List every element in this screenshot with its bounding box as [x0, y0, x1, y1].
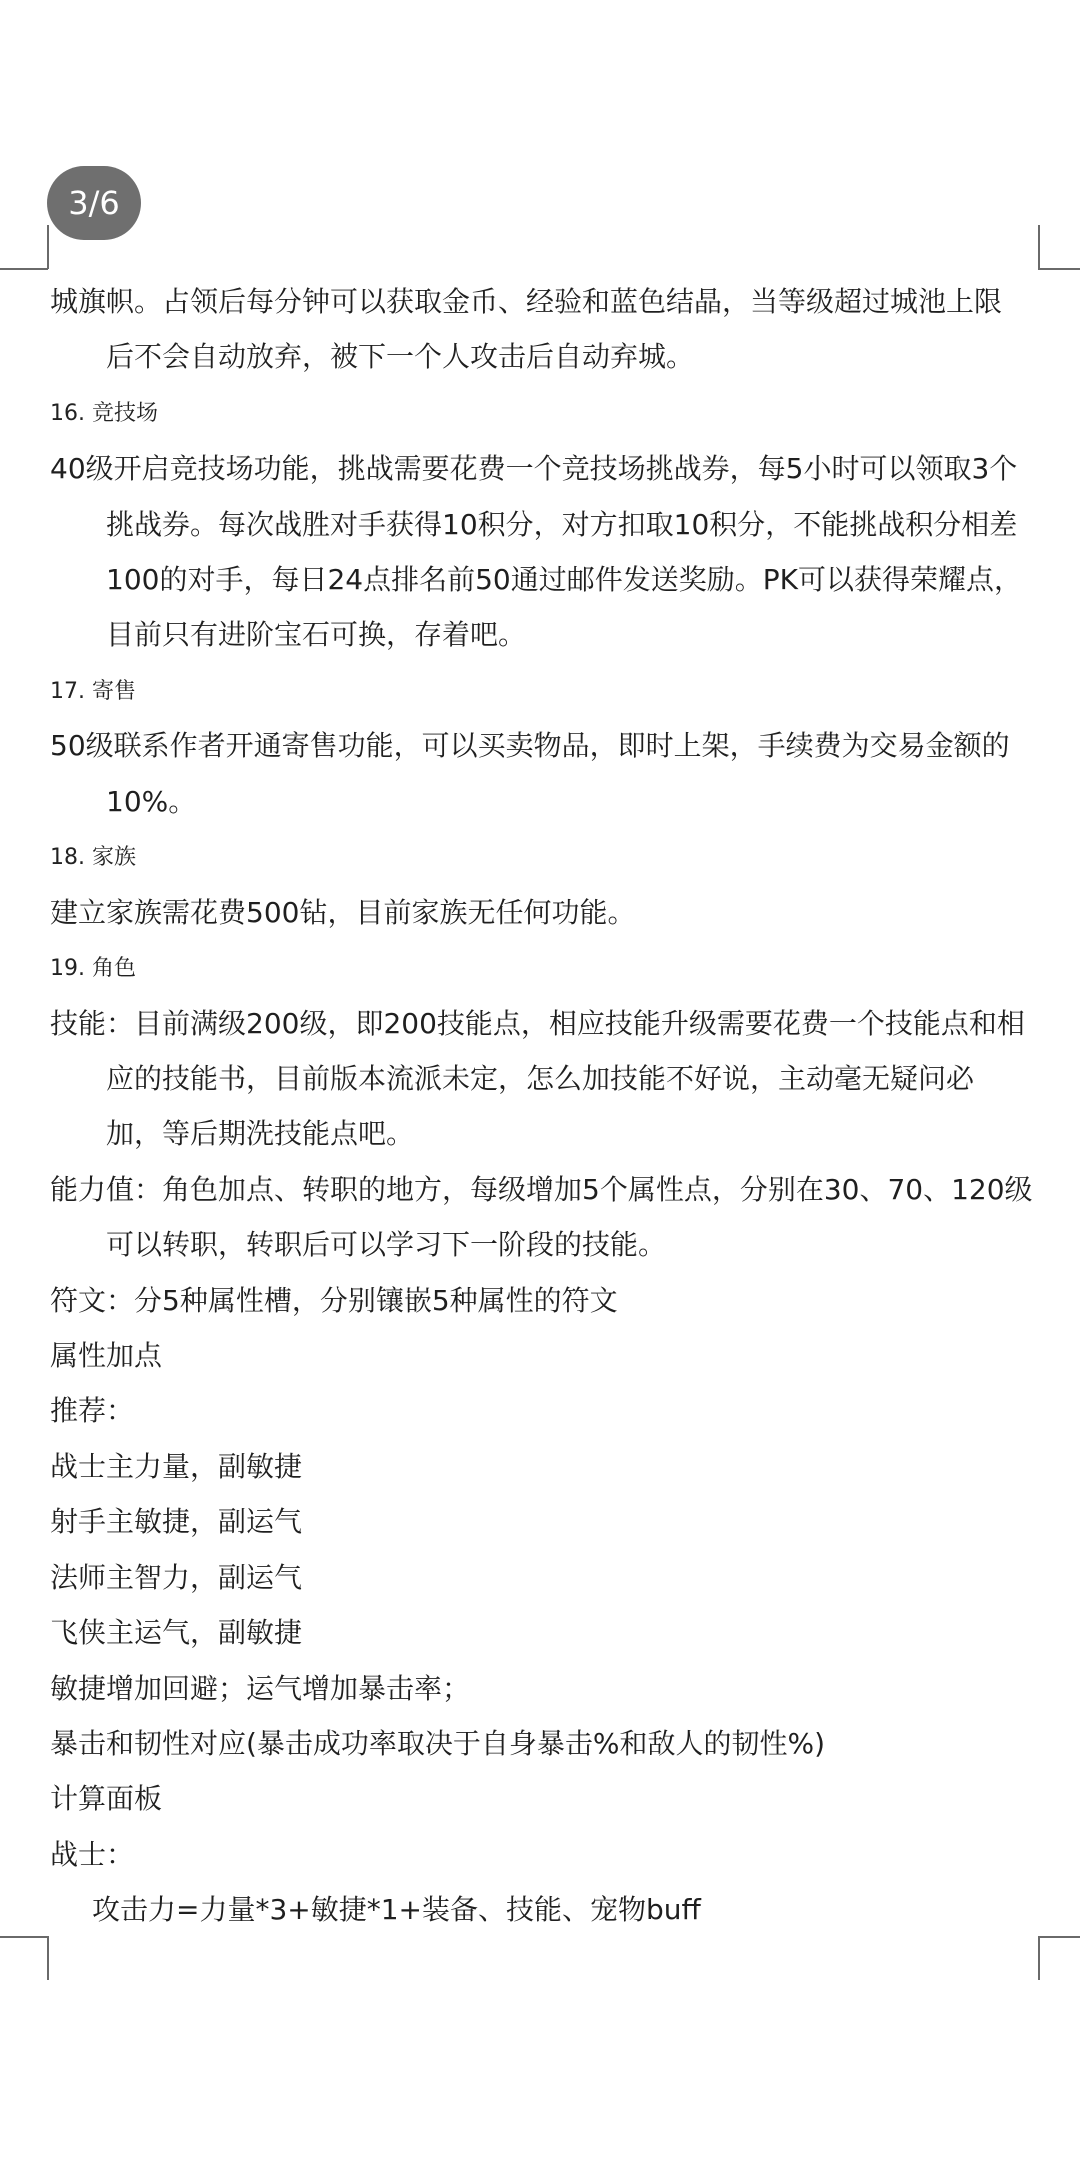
crop-mark-top-right-h	[1038, 268, 1080, 270]
section-heading-19: 19. 角色	[50, 956, 136, 981]
paragraph-recommend: 推荐：	[50, 1394, 135, 1427]
paragraph-archer: 射手主敏捷，副运气	[50, 1505, 303, 1538]
crop-mark-top-left-v	[47, 225, 49, 269]
crop-mark-top-right-v	[1038, 225, 1040, 269]
paragraph-ability-line-2: 可以转职，转职后可以学习下一阶段的技能。	[106, 1228, 667, 1261]
page-indicator: 3/6	[47, 166, 141, 240]
paragraph-ability-line-1: 能力值：角色加点、转职的地方，每级增加5个属性点，分别在30、70、120级	[50, 1173, 1033, 1206]
paragraph-warrior-label: 战士：	[50, 1838, 135, 1871]
paragraph-arena-line-2: 挑战券。每次战胜对手获得10积分，对方扣取10积分，不能挑战积分相差	[106, 508, 1018, 541]
paragraph-castle-line-2: 后不会自动放弃，被下一个人攻击后自动弃城。	[106, 340, 695, 373]
paragraph-mage: 法师主智力，副运气	[50, 1561, 303, 1594]
paragraph-rune: 符文：分5种属性槽，分别镶嵌5种属性的符文	[50, 1284, 618, 1317]
crop-mark-bottom-right-h	[1038, 1936, 1080, 1938]
paragraph-skill-line-2: 应的技能书，目前版本流派未定，怎么加技能不好说，主动毫无疑问必	[106, 1062, 975, 1095]
paragraph-dex-luck: 敏捷增加回避；运气增加暴击率；	[50, 1672, 471, 1705]
paragraph-arena-line-4: 目前只有进阶宝石可换，存着吧。	[106, 618, 527, 651]
paragraph-attribute-points: 属性加点	[50, 1339, 163, 1372]
paragraph-thief: 飞侠主运气，副敏捷	[50, 1616, 303, 1649]
section-heading-17: 17. 寄售	[50, 679, 136, 704]
section-heading-18: 18. 家族	[50, 845, 136, 870]
paragraph-calc-panel: 计算面板	[50, 1782, 163, 1815]
paragraph-arena-line-3: 100的对手，每日24点排名前50通过邮件发送奖励。PK可以获得荣耀点，	[106, 563, 1022, 596]
paragraph-arena-line-1: 40级开启竞技场功能，挑战需要花费一个竞技场挑战券，每5小时可以领取3个	[50, 452, 1018, 485]
paragraph-skill-line-1: 技能：目前满级200级，即200技能点，相应技能升级需要花费一个技能点和相	[50, 1007, 1025, 1040]
crop-mark-bottom-left-h	[0, 1936, 48, 1938]
crop-mark-bottom-left-v	[47, 1936, 49, 1980]
paragraph-crit-toughness: 暴击和韧性对应(暴击成功率取决于自身暴击%和敌人的韧性%)	[50, 1727, 826, 1760]
paragraph-family: 建立家族需花费500钻，目前家族无任何功能。	[50, 896, 636, 929]
crop-mark-bottom-right-v	[1038, 1936, 1040, 1980]
paragraph-skill-line-3: 加，等后期洗技能点吧。	[106, 1117, 415, 1150]
paragraph-consign-line-2: 10%。	[106, 785, 197, 818]
paragraph-castle-line-1: 城旗帜。占领后每分钟可以获取金币、经验和蓝色结晶，当等级超过城池上限	[50, 285, 1003, 318]
section-heading-16: 16. 竞技场	[50, 401, 158, 426]
paragraph-warrior: 战士主力量，副敏捷	[50, 1450, 303, 1483]
crop-mark-top-left-h	[0, 268, 48, 270]
paragraph-consign-line-1: 50级联系作者开通寄售功能，可以买卖物品，即时上架，手续费为交易金额的	[50, 729, 1010, 762]
paragraph-attack-formula: 攻击力=力量*3+敏捷*1+装备、技能、宠物buff	[92, 1893, 701, 1926]
